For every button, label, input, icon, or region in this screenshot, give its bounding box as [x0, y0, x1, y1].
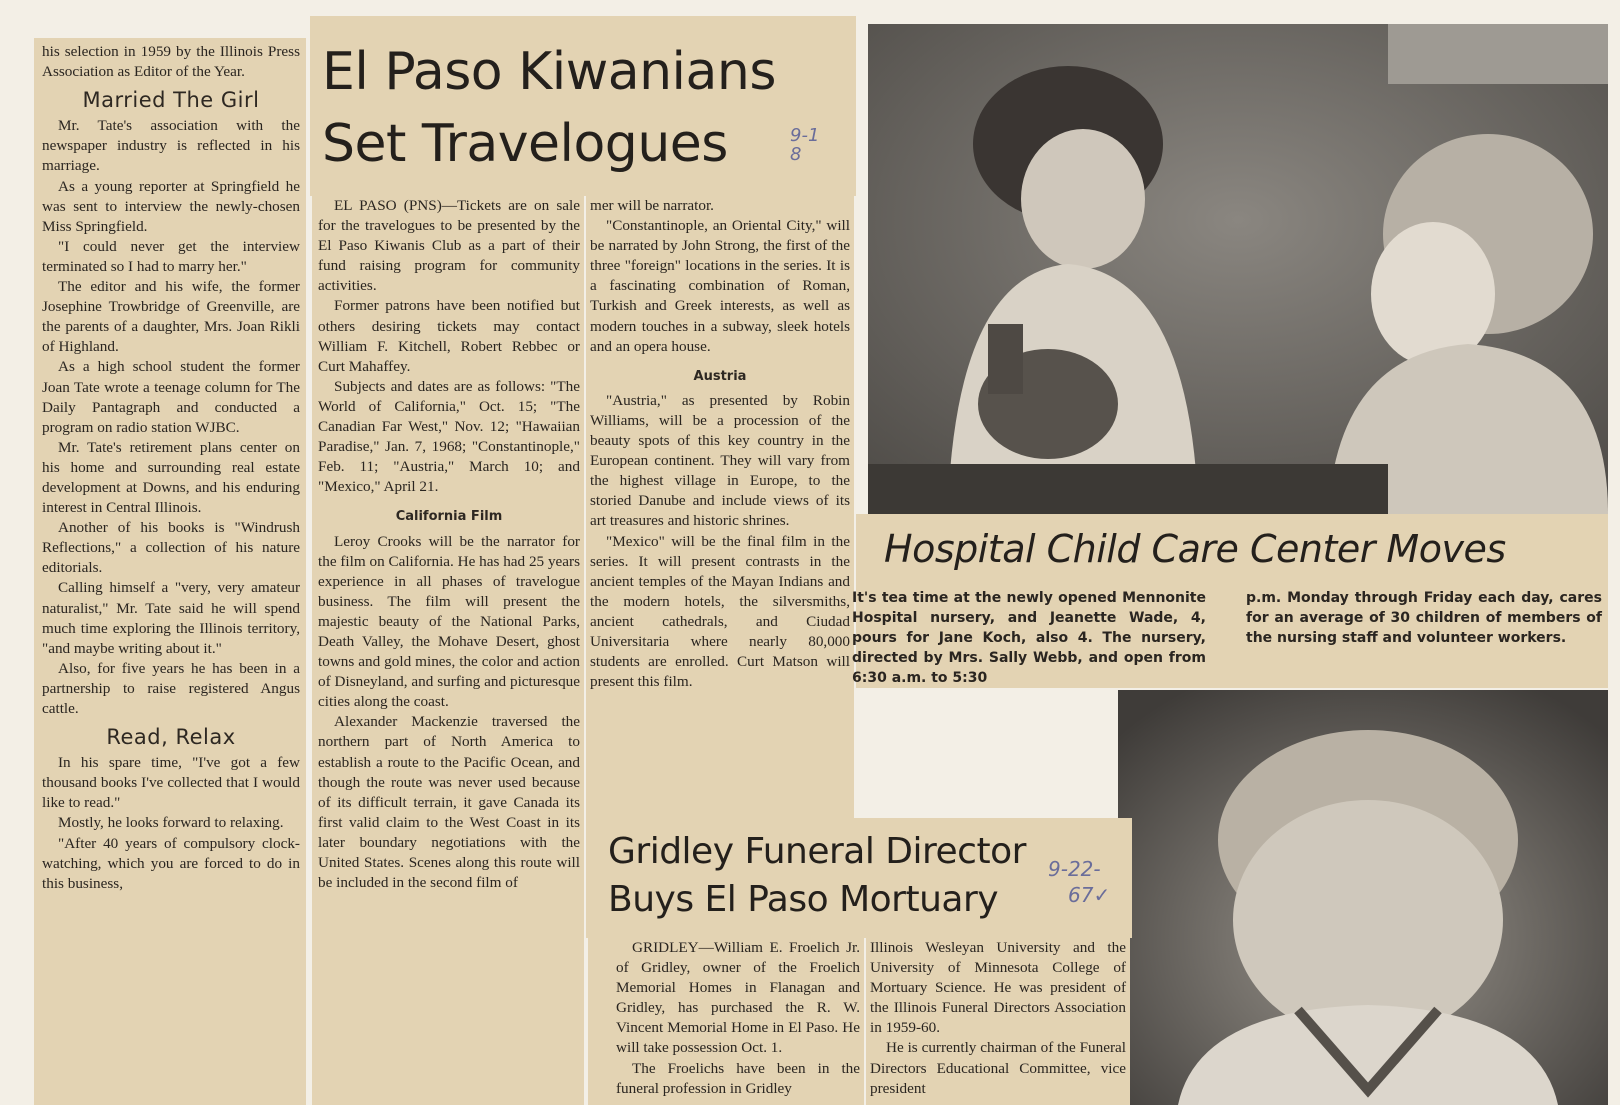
tea-time-photo — [868, 24, 1608, 514]
paragraph: "After 40 years of compulsory clock-watching, which you are forced to do in this business, — [42, 834, 300, 892]
handwritten-date-funeral-2: 67✓ — [1068, 883, 1111, 907]
paragraph: "Mexico" will be the final film in the series. It will present contrasts in the ancient temples of the Mayan Indians and the modern hotels, the silversmiths, ancient cathedrals, and Ciudad Universitaria where nearly 80,000 students are enrolled. Curt Matson will present this film. — [590, 532, 850, 691]
paragraph: Mr. Tate's retirement plans center on his home and surrounding real estate development at Downs, and his enduring interest in Central Illinois. — [42, 438, 300, 517]
subhead-california-film: California Film — [395, 509, 503, 525]
paragraph: As a high school student the former Joan Tate wrote a teenage column for The Daily Pantagraph and conducted a program on radio station WJBC. — [42, 358, 300, 436]
subhead-austria: Austria — [693, 368, 747, 384]
paragraph: Another of his books is "Windrush Reflections," a collection of his nature editorials. — [42, 519, 300, 577]
subhead-read-relax: Read, Relax — [106, 725, 236, 750]
paragraph: The editor and his wife, the former Josephine Trowbridge of Greenville, are the parents of a daughter, Mrs. Joan Rikli of Highland. — [42, 278, 300, 356]
funeral-headline-line1: Gridley Funeral Director — [608, 831, 1026, 872]
travelogues-column-1 — [312, 196, 584, 1105]
subhead-married-the-girl: Married The Girl — [82, 88, 260, 113]
travelogues-column-2 — [586, 196, 854, 818]
nursery-headline: Hospital Child Care Center Moves — [884, 527, 1506, 571]
boy-photo-image — [1118, 690, 1608, 1105]
paragraph: Mostly, he looks forward to relaxing. — [58, 814, 284, 832]
nursery-caption-right: p.m. Monday through Friday each day, cares for an average of 30 children of members of the nursing staff and volunteer workers. — [1246, 590, 1602, 646]
funeral-column-1 — [588, 938, 864, 1105]
travelogues-headline-line2: Set Travelogues — [322, 114, 728, 174]
nursery-caption-left: It's tea time at the newly opened Mennonite Hospital nursery, and Jeanette Wade, 4, pours for Jane Koch, also 4. The nursery, directed by Mrs. Sally Webb, and open from 6:30 a.m. to 5:30 — [852, 590, 1206, 686]
travelogues-headline-line1: El Paso Kiwanians — [322, 42, 776, 102]
tate-story-column — [34, 38, 306, 1105]
paragraph: "I could never get the interview terminated so I had to marry her." — [42, 237, 300, 275]
paragraph: "Constantinople, an Oriental City," will be narrated by John Strong, the first of the three "foreign" locations in the series. It is a fascinating combination of Roman, Turkish and Greek interests, as well as modern touches in a subway, sleek hotels and an opera house. — [590, 217, 850, 355]
paragraph: He is currently chairman of the Funeral Directors Educational Committee, vice president — [870, 1039, 1126, 1097]
funeral-headline-line2: Buys El Paso Mortuary — [608, 879, 999, 920]
paragraph: EL PASO (PNS)—Tickets are on sale for the travelogues to be presented by the El Paso Kiwanis Club as a part of their fund raising program for community activities. — [318, 197, 580, 295]
paragraph: In his spare time, "I've got a few thousand books I've collected that I would like to read." — [42, 754, 300, 812]
paragraph: GRIDLEY—William E. Froelich Jr. of Gridley, owner of the Froelich Memorial Homes in Flanagan and Gridley, has purchased the R. W. Vincent Memorial Home in El Paso. He will take possession Oct. 1. — [616, 939, 860, 1057]
boy-photo — [1118, 690, 1608, 1105]
paragraph: The Froelichs have been in the funeral profession in Gridley — [616, 1059, 860, 1097]
handwritten-date-funeral-1: 9-22- — [1048, 857, 1101, 881]
paragraph: mer will be narrator. — [590, 197, 714, 214]
tate-intro: his selection in 1959 by the Illinois Press Association as Editor of the Year. — [42, 43, 300, 81]
paragraph: Leroy Crooks will be the narrator for the film on California. He has had 25 years experience in all phases of travelogue business. The film will present the majestic beauty of the National Parks, Death Valley, the Mohave Desert, ghost towns and gold mines, the color and action of Disneyland, and surfing and picturesque cities along the coast. — [318, 532, 580, 711]
paragraph: Former patrons have been notified but others desiring tickets may contact William F. Kitchell, Robert Rebbec or Curt Mahaffey. — [318, 297, 580, 375]
paragraph: Alexander Mackenzie traversed the northern part of North America to establish a route to the Pacific Ocean, and though the route was never used because of its difficult terrain, it gave Canada its first valid claim to the West Coast in its later boundary negotiations with the United States. Scenes along this route will be included in the second film of — [318, 713, 580, 892]
tea-time-photo-image — [868, 24, 1608, 514]
handwritten-date-travelogues: 9-18 — [790, 125, 820, 165]
paragraph: As a young reporter at Springfield he was sent to interview the newly-chosen Miss Springfield. — [42, 177, 300, 235]
paragraph: Illinois Wesleyan University and the University of Minnesota College of Mortuary Science. He was president of the Illinois Funeral Directors Association in 1959-60. — [870, 939, 1126, 1037]
paragraph: Mr. Tate's association with the newspaper industry is reflected in his marriage. — [42, 117, 300, 175]
paragraph: Subjects and dates are as follows: "The World of California," Oct. 15; "The Canadian Far West," Nov. 12; "Hawaiian Paradise," Jan. 7, 1968; "Constantinople," Feb. 11; "Austria," March 10; and "Mexico," April 21. — [318, 377, 580, 496]
paragraph: Also, for five years he has been in a partnership to raise registered Angus cattle. — [42, 659, 300, 717]
paragraph: Calling himself a "very, very amateur naturalist," Mr. Tate said he will spend much time exploring the Illinois territory, "and maybe writing about it." — [42, 579, 300, 657]
funeral-column-2 — [866, 938, 1130, 1105]
paragraph: "Austria," as presented by Robin Williams, will be a procession of the beauty spots of this key country in the European continent. They will vary from the highest village in Europe, to the storied Danube and include views of its art treasures and historic shrines. — [590, 391, 850, 530]
